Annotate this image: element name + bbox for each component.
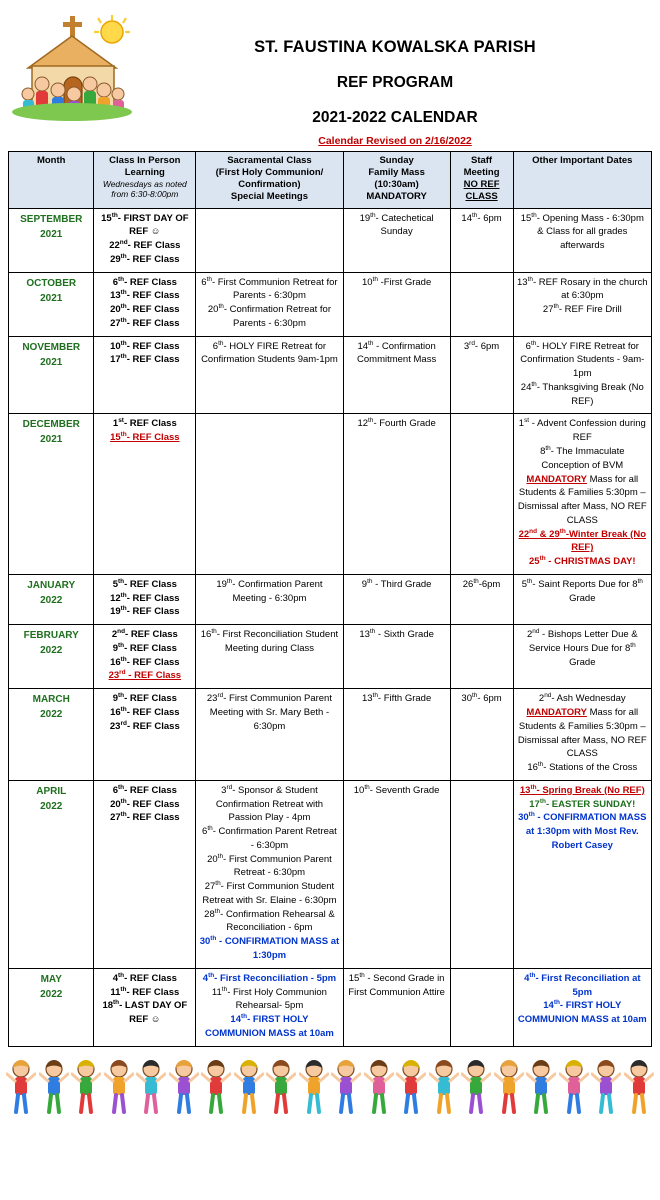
- table-row: [9, 574, 652, 624]
- cell-sacramental-december: [196, 414, 344, 574]
- table-row: [9, 780, 652, 968]
- cell-in-person-january: 5th- REF Class 12th- REF Class 19th- REF Class: [94, 574, 196, 624]
- calendar-table: [8, 151, 652, 1047]
- child-figure-icon: [201, 1057, 231, 1119]
- cell-other-april: 13th- Spring Break (No REF) 17th- EASTER SUNDAY! 30th - CONFIRMATION MASS at 1:30pm with Most Rev. Robert Casey: [513, 780, 651, 968]
- child-figure-icon: [429, 1057, 459, 1119]
- child-figure-icon: [396, 1057, 426, 1119]
- cell-sacramental-february: 16th- First Reconciliation Student Meeting during Class: [196, 625, 344, 689]
- row-month-january: JANUARY 2022: [9, 574, 94, 624]
- child-figure-icon: [526, 1057, 556, 1119]
- revision-note: Calendar Revised on 2/16/2022: [318, 135, 472, 147]
- cell-sunday-may: 15th - Second Grade in First Communion Attire: [343, 968, 450, 1046]
- cell-staff-october: [450, 272, 513, 336]
- cell-sunday-december: 12th- Fourth Grade: [343, 414, 450, 574]
- column-header-in-person: [94, 152, 196, 209]
- cell-staff-march: 30th- 6pm: [450, 689, 513, 781]
- child-figure-icon: [624, 1057, 654, 1119]
- cell-sacramental-september: [196, 208, 344, 272]
- header-titles: [138, 10, 652, 147]
- row-month-march: MARCH 2022: [9, 689, 94, 781]
- cell-other-december: 1st - Advent Confession during REF 8th- The Immaculate Conception of BVM MANDATORY Mass for all Students & Families 5:30pm – Dismissal after Mass, NO REF CLASS 22nd & 29th-Winter Break (No REF) 25th - CHRISTMAS DAY!: [513, 414, 651, 574]
- row-month-november: NOVEMBER 2021: [9, 336, 94, 414]
- child-figure-icon: [299, 1057, 329, 1119]
- child-figure-icon: [266, 1057, 296, 1119]
- cell-sunday-march: 13th- Fifth Grade: [343, 689, 450, 781]
- program-title: REF PROGRAM: [336, 74, 454, 91]
- cell-sunday-january: 9th - Third Grade: [343, 574, 450, 624]
- cell-in-person-april: 6th- REF Class 20th- REF Class 27th- REF Class: [94, 780, 196, 968]
- cell-sacramental-january: 19th- Confirmation Parent Meeting - 6:30pm: [196, 574, 344, 624]
- child-figure-icon: [234, 1057, 264, 1119]
- cell-other-october: 13th- REF Rosary in the church at 6:30pm 27th- REF Fire Drill: [513, 272, 651, 336]
- row-month-september: SEPTEMBER 2021: [9, 208, 94, 272]
- cell-other-november: 6th- HOLY FIRE Retreat for Confirmation Students - 9am-1pm 24th- Thanksgiving Break (No REF): [513, 336, 651, 414]
- cell-other-march: 2nd- Ash Wednesday MANDATORY Mass for all Students & Families 5:30pm – Dismissal after Mass, NO REF CLASS 16th- Stations of the Cross: [513, 689, 651, 781]
- cell-staff-december: [450, 414, 513, 574]
- child-figure-icon: [136, 1057, 166, 1119]
- child-figure-icon: [71, 1057, 101, 1119]
- table-row: [9, 336, 652, 414]
- child-figure-icon: [364, 1057, 394, 1119]
- row-month-december: DECEMBER 2021: [9, 414, 94, 574]
- child-figure-icon: [331, 1057, 361, 1119]
- cell-other-may: 4th- First Reconciliation at 5pm 14th- FIRST HOLY COMMUNION MASS at 10am: [513, 968, 651, 1046]
- row-month-october: OCTOBER 2021: [9, 272, 94, 336]
- column-header-sacramental: Sacramental Class (First Holy Communion/ Confirmation) Special Meetings: [196, 152, 344, 209]
- child-figure-icon: [104, 1057, 134, 1119]
- cell-in-person-february: 2nd- REF Class 9th- REF Class 16th- REF Class 23rd - REF Class: [94, 625, 196, 689]
- cell-other-september: 15th- Opening Mass - 6:30pm & Class for all grades afterwards: [513, 208, 651, 272]
- column-header-month: Month: [9, 152, 94, 209]
- cell-other-january: 5th- Saint Reports Due for 8th Grade: [513, 574, 651, 624]
- cell-in-person-october: 6th- REF Class 13th- REF Class 20th- REF Class 27th- REF Class: [94, 272, 196, 336]
- cell-in-person-march: 9th- REF Class 16th- REF Class 23rd- REF Class: [94, 689, 196, 781]
- cell-staff-april: [450, 780, 513, 968]
- cell-sunday-october: 10th -First Grade: [343, 272, 450, 336]
- cell-sunday-november: 14th - Confirmation Commitment Mass: [343, 336, 450, 414]
- table-header-row: [9, 152, 652, 209]
- cell-other-february: 2nd - Bishops Letter Due & Service Hours Due for 8th Grade: [513, 625, 651, 689]
- column-header-in-person-label: Class In Person Learning: [109, 155, 181, 178]
- cell-sacramental-may: 4th- First Reconciliation - 5pm 11th- First Holy Communion Rehearsal- 5pm 14th- FIRST HOLY COMMUNION MASS at 10am: [196, 968, 344, 1046]
- table-row: [9, 689, 652, 781]
- calendar-body: [9, 208, 652, 1046]
- child-figure-icon: [559, 1057, 589, 1119]
- cell-in-person-september: 15th- FIRST DAY OF REF ☺ 22nd- REF Class 29th- REF Class: [94, 208, 196, 272]
- column-header-in-person-note: Wednesdays as noted from 6:30-8:00pm: [102, 178, 187, 200]
- cell-staff-september: 14th- 6pm: [450, 208, 513, 272]
- parish-logo-icon: [8, 10, 138, 130]
- cell-staff-may: [450, 968, 513, 1046]
- table-row: [9, 208, 652, 272]
- child-figure-icon: [461, 1057, 491, 1119]
- child-figure-icon: [591, 1057, 621, 1119]
- column-header-other: Other Important Dates: [513, 152, 651, 209]
- cell-sunday-february: 13th - Sixth Grade: [343, 625, 450, 689]
- cell-staff-january: 26th-6pm: [450, 574, 513, 624]
- table-row: [9, 968, 652, 1046]
- footer-children-decoration: [0, 1057, 660, 1127]
- cell-sunday-april: 10th- Seventh Grade: [343, 780, 450, 968]
- cell-in-person-may: 4th- REF Class 11th- REF Class 18th- LAST DAY OF REF ☺: [94, 968, 196, 1046]
- child-figure-icon: [169, 1057, 199, 1119]
- table-row: [9, 625, 652, 689]
- row-month-may: MAY 2022: [9, 968, 94, 1046]
- column-header-sunday: Sunday Family Mass (10:30am) MANDATORY: [343, 152, 450, 209]
- cell-sacramental-march: 23rd- First Communion Parent Meeting with Sr. Mary Beth - 6:30pm: [196, 689, 344, 781]
- table-row: [9, 272, 652, 336]
- cell-sacramental-november: 6th- HOLY FIRE Retreat for Confirmation Students 9am-1pm: [196, 336, 344, 414]
- column-header-staff: Staff Meeting NO REF CLASS: [450, 152, 513, 209]
- cell-sunday-september: 19th- Catechetical Sunday: [343, 208, 450, 272]
- cell-sacramental-april: 3rd- Sponsor & Student Confirmation Retreat with Passion Play - 4pm 6th- Confirmation Parent Retreat - 6:30pm 20th- First Communion Parent Retreat - 6:30pm 27th- First Communion Student Retreat with Sr. Elaine - 6:30pm 28th- Confirmation Rehearsal & Reconciliation - 6pm 30th - CONFIRMATION MASS at 1:30pm: [196, 780, 344, 968]
- child-figure-icon: [6, 1057, 36, 1119]
- cell-staff-november: 3rd- 6pm: [450, 336, 513, 414]
- row-month-february: FEBRUARY 2022: [9, 625, 94, 689]
- cell-sacramental-october: 6th- First Communion Retreat for Parents - 6:30pm 20th- Confirmation Retreat for Parents - 6:30pm: [196, 272, 344, 336]
- row-month-april: APRIL 2022: [9, 780, 94, 968]
- parish-title: ST. FAUSTINA KOWALSKA PARISH: [254, 38, 536, 56]
- cell-staff-february: [450, 625, 513, 689]
- cell-in-person-november: 10th- REF Class 17th- REF Class: [94, 336, 196, 414]
- table-row: [9, 414, 652, 574]
- calendar-year-title: 2021-2022 CALENDAR: [312, 109, 478, 126]
- cell-in-person-december: 1st- REF Class 15th- REF Class: [94, 414, 196, 574]
- child-figure-icon: [39, 1057, 69, 1119]
- child-figure-icon: [494, 1057, 524, 1119]
- page-header: [0, 0, 660, 151]
